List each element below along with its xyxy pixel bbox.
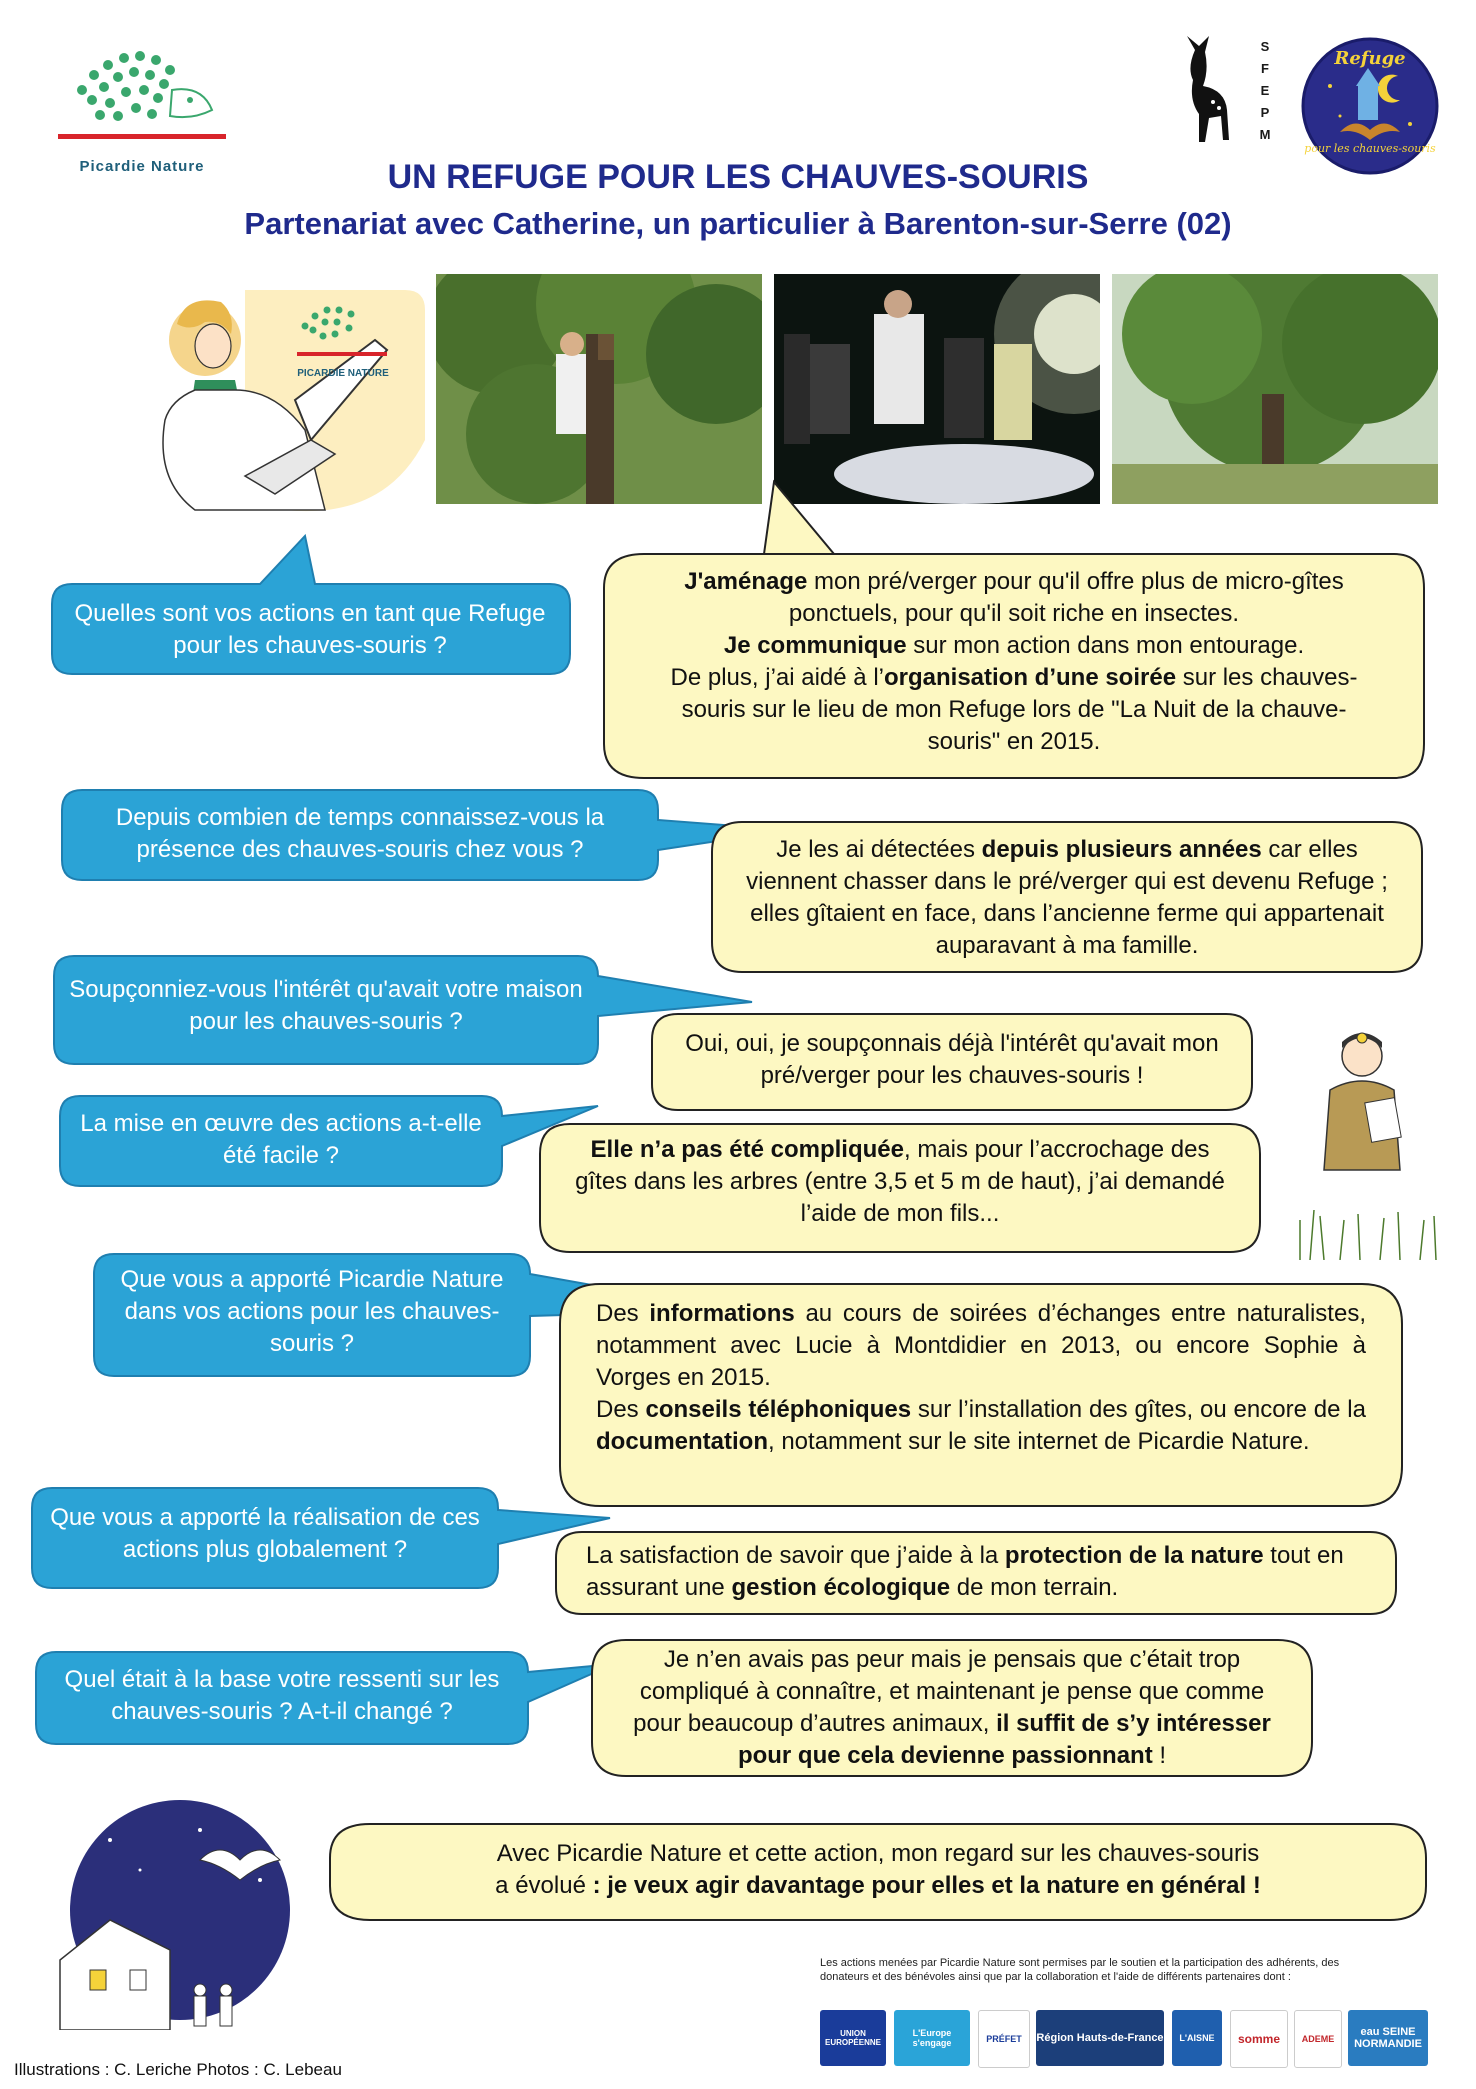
answer-paragraph xyxy=(596,1298,1366,1394)
question-bubble xyxy=(50,584,570,674)
woman-laptop-icon xyxy=(125,280,425,540)
naturalist-illustration xyxy=(1290,1020,1450,1260)
partner-logo: eau SEINE NORMANDIE xyxy=(1348,2010,1428,2066)
naturalist-icon xyxy=(1290,1020,1450,1260)
question-text: Quelles sont vos actions en tant que Refuge pour les chauves-souris ? xyxy=(74,600,546,659)
refuge-badge-bottom: pour les chauves-souris xyxy=(1304,142,1436,155)
text-run: a évolué xyxy=(495,1872,593,1899)
question-text: Soupçonniez-vous l'intérêt qu'avait votre maison pour les chauves-souris ? xyxy=(69,976,583,1035)
partners-note: Les actions menées par Picardie Nature sont permises par le soutien et la participation des adhérents, des donateurs et des bénévoles ainsi que par la collaboration et l'aide de différents partenaires dont : xyxy=(820,1957,1340,1983)
bold-run: organisation d’une soirée xyxy=(883,664,1177,691)
sfepm-letter: P xyxy=(1260,105,1270,120)
question-bubble xyxy=(92,1254,532,1376)
partner-logo: PRÉFET xyxy=(978,2010,1030,2068)
bold-run: Je communique xyxy=(723,632,907,659)
text-run: sur l’installation des gîtes, ou encore de la xyxy=(911,1396,1366,1423)
text-run: , mais pour l’accrochage des gîtes dans les arbres (entre 3,5 et 5 m de haut), j’ai demandé l’aide de mon fils... xyxy=(575,1136,1225,1227)
hedgehog-icon xyxy=(52,30,232,150)
text-run: De plus, j’ai aidé à l’ xyxy=(670,664,884,691)
answer-text xyxy=(570,1134,1230,1230)
text-run: La satisfaction de savoir que j’aide à la xyxy=(586,1542,1005,1569)
answer-paragraph xyxy=(570,1134,1230,1230)
answer-paragraph xyxy=(742,834,1392,962)
answer-paragraph xyxy=(370,1870,1386,1902)
answer-paragraph xyxy=(370,1838,1386,1870)
conclusion-text xyxy=(370,1838,1386,1902)
text-run: sur les chauves-souris sur le lieu de mon Refuge lors de "La Nuit de la chauve-souris" en 2015. xyxy=(681,664,1358,755)
sfepm-letter: E xyxy=(1260,83,1270,98)
question-text: Que vous a apporté Picardie Nature dans vos actions pour les chauves-souris ? xyxy=(120,1266,504,1357)
page-title: UN REFUGE POUR LES CHAUVES-SOURIS xyxy=(387,158,1089,196)
question-bubble xyxy=(60,790,660,880)
answer-paragraph xyxy=(586,1540,1376,1604)
question-text: Quel était à la base votre ressenti sur les chauves-souris ? A-t-il changé ? xyxy=(64,1666,500,1725)
refuge-badge-top: Refuge xyxy=(1334,48,1406,69)
text-run: Oui, oui, je soupçonnais déjà l'intérêt qu'avait mon pré/verger pour les chauves-souris ! xyxy=(685,1030,1219,1089)
refuge-badge-logo xyxy=(1300,36,1440,176)
text-run: Je les ai détectées xyxy=(776,836,982,863)
text-run: ! xyxy=(1152,1742,1167,1769)
text-run: , notamment sur le site internet de Picardie Nature. xyxy=(768,1428,1310,1455)
answer-bubble xyxy=(560,1284,1402,1506)
house-bats-illustration xyxy=(50,1800,320,2030)
partner-logo: ADEME xyxy=(1294,2010,1342,2068)
answer-text xyxy=(596,1298,1366,1458)
sfepm-logo xyxy=(1165,30,1285,150)
bold-run: documentation xyxy=(596,1428,768,1455)
text-run: Avec Picardie Nature et cette action, mon regard sur les chauves-souris xyxy=(496,1840,1260,1867)
answer-text xyxy=(622,1644,1282,1772)
photo-orchard-tree xyxy=(1112,274,1438,504)
text-run: Des xyxy=(596,1396,646,1423)
bold-run: : je veux agir davantage pour elles et la nature en général ! xyxy=(592,1872,1261,1899)
picardie-nature-logo-text: Picardie Nature xyxy=(79,158,205,175)
text-run: mon pré/verger pour qu'il offre plus de micro-gîtes ponctuels, pour qu'il soit riche en insectes. xyxy=(788,568,1344,627)
answer-text xyxy=(654,566,1374,758)
answer-paragraph xyxy=(622,1644,1282,1772)
answer-bubble xyxy=(592,1640,1312,1776)
answer-bubble xyxy=(604,554,1424,778)
answer-paragraph xyxy=(596,1394,1366,1458)
bold-run: gestion écologique xyxy=(731,1574,951,1601)
text-run: car elles viennent chasser dans le pré/verger qui est devenu Refuge ; elles gîtaient en face, dans l’ancienne ferme qui appartenait auparavant à ma famille. xyxy=(746,836,1388,959)
sfepm-letter: F xyxy=(1261,61,1269,76)
conclusion-bubble xyxy=(330,1824,1426,1920)
bold-run: informations xyxy=(649,1300,795,1327)
text-run: tout en assurant une xyxy=(586,1542,1344,1601)
text-run: Des xyxy=(596,1300,650,1327)
svg-text:PICARDIE NATURE: PICARDIE NATURE xyxy=(297,368,389,379)
question-bubble xyxy=(52,956,600,1064)
answer-text xyxy=(742,834,1392,962)
answer-bubble xyxy=(652,1014,1252,1110)
answer-paragraph xyxy=(654,566,1374,630)
bold-run: protection de la nature xyxy=(1004,1542,1264,1569)
sfepm-letter: S xyxy=(1260,39,1270,54)
house-bats-icon xyxy=(50,1800,320,2030)
answer-bubble xyxy=(712,822,1422,972)
text-run: de mon terrain. xyxy=(950,1574,1119,1601)
answer-text xyxy=(586,1540,1376,1604)
answer-bubble xyxy=(556,1532,1396,1614)
text-run: Je n’en avais pas peur mais je pensais que c’était trop compliqué à connaître, et maintenant je pense que comme pour beaucoup d’autres animaux, xyxy=(633,1646,1265,1737)
partner-logo: UNION EUROPÉENNE xyxy=(820,2010,886,2066)
bold-run: conseils téléphoniques xyxy=(645,1396,912,1423)
bold-run: J'aménage xyxy=(684,568,808,595)
woman-laptop-illustration xyxy=(125,280,425,540)
bold-run: il suffit de s’y intéresser pour que cela devienne passionnant xyxy=(737,1710,1271,1769)
bold-run: Elle n’a pas été compliquée xyxy=(590,1136,904,1163)
photo-credits: Illustrations : C. Leriche Photos : C. Lebeau xyxy=(14,2060,342,2079)
question-bubble xyxy=(34,1652,530,1744)
partner-logo: somme xyxy=(1230,2010,1288,2068)
partner-logo: Région Hauts-de-France xyxy=(1036,2010,1164,2066)
partner-logo: L'Europe s'engage xyxy=(894,2010,970,2066)
question-text: La mise en œuvre des actions a-t-elle été facile ? xyxy=(80,1110,482,1169)
fawn-icon xyxy=(1165,30,1245,150)
bold-run: depuis plusieurs années xyxy=(981,836,1262,863)
partner-logo: L'AISNE xyxy=(1172,2010,1222,2066)
question-text: Que vous a apporté la réalisation de ces actions plus globalement ? xyxy=(50,1504,480,1563)
answer-paragraph xyxy=(654,630,1374,662)
answer-paragraph xyxy=(668,1028,1236,1092)
question-bubble xyxy=(30,1488,500,1588)
question-text: Depuis combien de temps connaissez-vous la présence des chauves-souris chez vous ? xyxy=(115,804,605,863)
text-run: sur mon action dans mon entourage. xyxy=(906,632,1305,659)
sfepm-letter: M xyxy=(1259,127,1271,142)
answer-bubble xyxy=(540,1124,1260,1252)
answer-text xyxy=(668,1028,1236,1092)
photo-tree-climbing xyxy=(436,274,762,504)
text-run: au cours de soirées d’échanges entre naturalistes, notamment avec Lucie à Montdidier en 2013, ou encore Sophie à Vorges en 2015. xyxy=(596,1300,1366,1391)
photo-night-event xyxy=(774,274,1100,504)
answer-paragraph xyxy=(654,662,1374,758)
question-bubble xyxy=(58,1096,504,1186)
page-subtitle: Partenariat avec Catherine, un particulier à Barenton-sur-Serre (02) xyxy=(244,206,1232,241)
